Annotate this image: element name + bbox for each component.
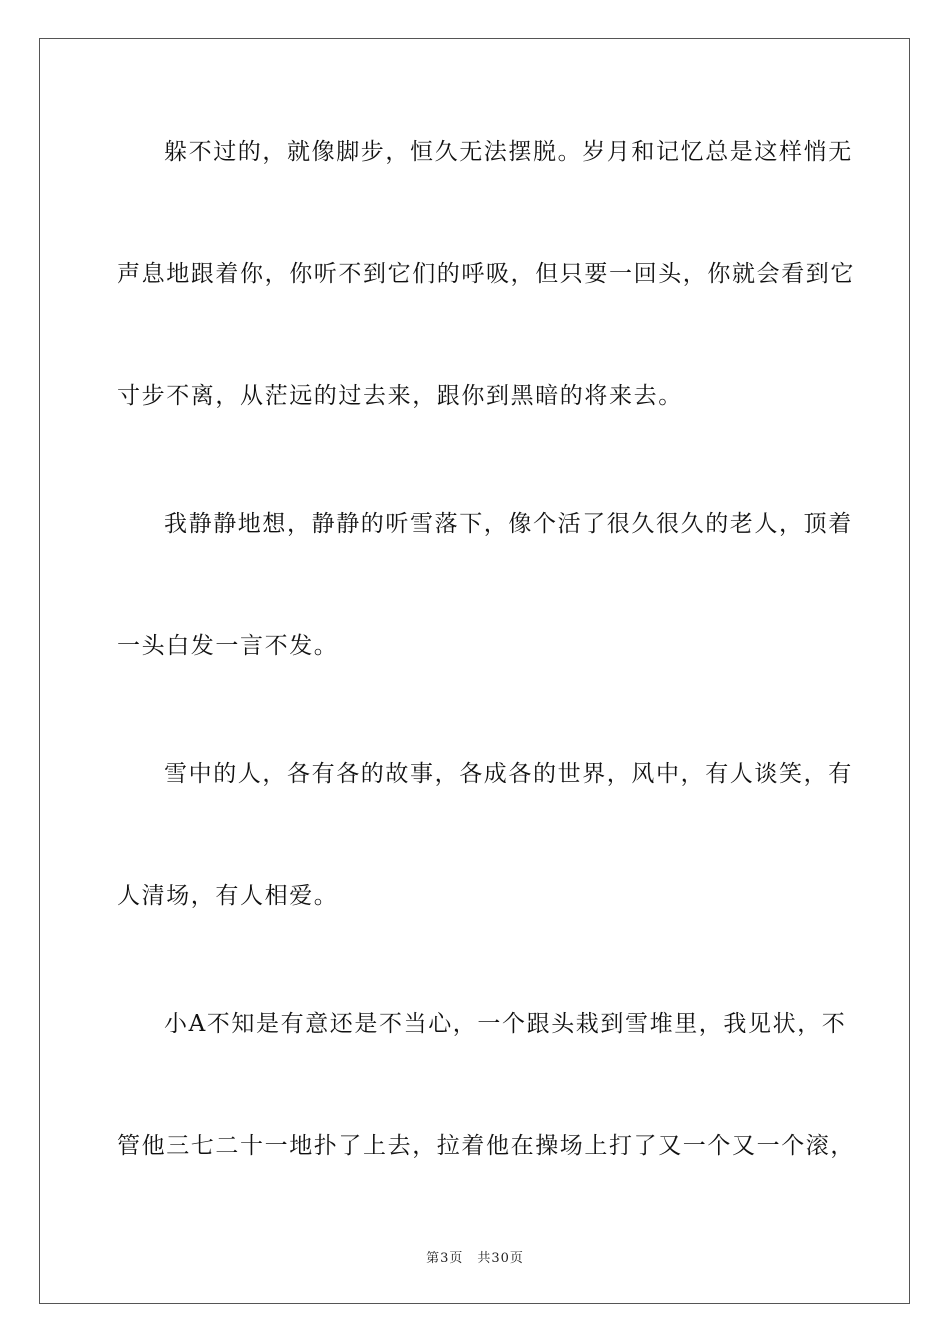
page-footer: 第3页 共30页 [426,1251,524,1266]
text-line-2: 声息地跟着你，你听不到它们的呼吸，但只要一回头，你就会看到它 [117,261,855,287]
page-border [39,38,910,1304]
text-line-8: 小A不知是有意还是不当心，一个跟头栽到雪堆里，我见状，不 [164,1011,847,1037]
text-line-6: 雪中的人，各有各的故事，各成各的世界，风中，有人谈笑，有 [164,761,853,787]
text-line-9: 管他三七二十一地扑了上去，拉着他在操场上打了又一个又一个滚， [117,1133,855,1159]
text-line-1: 躲不过的，就像脚步，恒久无法摆脱。岁月和记忆总是这样悄无 [164,139,853,165]
text-line-4: 我静静地想，静静的听雪落下，像个活了很久很久的老人，顶着 [164,511,853,537]
text-line-5: 一头白发一言不发。 [117,633,339,659]
text-line-7: 人清场，有人相爱。 [117,883,339,909]
text-line-3: 寸步不离，从茫远的过去来，跟你到黑暗的将来去。 [117,383,683,409]
